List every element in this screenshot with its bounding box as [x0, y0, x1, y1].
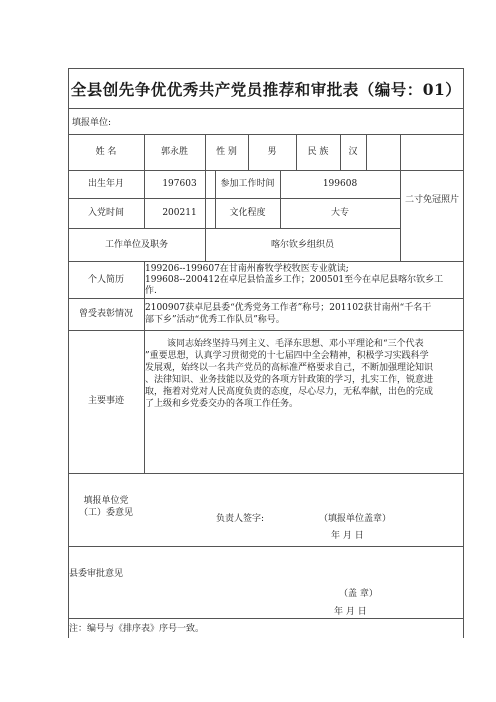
rule	[366, 134, 367, 170]
rule	[68, 298, 464, 299]
work-start-label: 参加工作时间	[220, 179, 275, 189]
rule	[68, 68, 464, 69]
gender-value: 男	[267, 147, 277, 157]
honors-line: 部下乡”活动“优秀工作队员”称号。	[145, 315, 285, 325]
birth-value: 197603	[162, 179, 197, 189]
photo-placeholder: 二寸免冠照片	[404, 195, 459, 205]
name-value: 郭永胜	[160, 147, 188, 157]
resume-label: 个人简历	[87, 275, 124, 285]
ethnicity-label: 民 族	[307, 147, 329, 157]
deeds-line: 了上级和乡党委交办的各项工作任务。	[145, 399, 299, 409]
deeds-line: 取，拖着对党对人民高度负责的态度，尽心尽力，无私奉献，出色的完成	[145, 387, 434, 397]
county-seal-label: （盖 章）	[339, 589, 378, 599]
rule	[68, 473, 464, 474]
education-value: 大专	[330, 208, 349, 218]
deeds-line: ”重要思想，认真学习贯彻党的十七届四中全会精神，积极学习实践科学	[145, 351, 429, 361]
form-title: 全县创先争优优秀共产党员推荐和审批表（编号：01）	[70, 80, 462, 99]
deeds-line: 、法律知识、业务技能以及党的各项方针政策的学习，扎实工作，锐意进	[145, 375, 434, 385]
unit-seal-label: （填报单位盖章）	[319, 514, 392, 524]
committee-label: 填报单位党	[83, 496, 129, 506]
signer-label: 负责人签字:	[216, 514, 265, 524]
deeds-label: 主要事迹	[87, 396, 124, 406]
county-approval-label: 县委审批意见	[69, 569, 124, 579]
committee-date: 年 月 日	[331, 531, 364, 541]
resume-line: 作.	[145, 286, 157, 296]
footnote: 注：编号与《排序表》序号一致。	[69, 624, 205, 634]
rule	[68, 546, 464, 547]
unit-label: 填报单位:	[72, 118, 112, 128]
party-join-value: 200211	[162, 208, 197, 218]
committee-label: （工）委意见	[78, 508, 133, 518]
resume-line: 199206--199607在甘南州畜牧学校牧医专业就读;	[145, 264, 349, 274]
birth-label: 出生年月	[87, 179, 124, 189]
ethnicity-value: 汉	[348, 147, 358, 157]
county-date: 年 月 日	[334, 607, 367, 617]
deeds-line: 该同志始终坚持马列主义、毛泽东思想、邓小平理论和“三个代表	[167, 339, 424, 349]
rule	[68, 198, 400, 199]
unit-position-label: 工作单位及职务	[104, 240, 168, 250]
party-join-label: 入党时间	[87, 208, 124, 218]
deeds-line: 发展观，始终以一名共产党员的高标准严格要求自己，不断加强理论知识	[145, 363, 434, 373]
rule	[68, 134, 464, 135]
name-label: 姓 名	[95, 147, 117, 157]
honors-label: 曾受表彰情况	[78, 309, 133, 319]
rule	[68, 618, 464, 619]
rule	[68, 228, 400, 229]
resume-line: 199608--200412在卓尼县恰盖乡工作；200501至今在卓尼县喀尔钦乡工	[145, 275, 444, 285]
rule	[68, 108, 464, 109]
honors-line: 2100907获卓尼县委“优秀党务工作者”称号；201102获甘南州“千名干	[145, 303, 432, 313]
gender-label: 性 别	[216, 147, 237, 157]
rule	[68, 261, 464, 262]
rule	[68, 330, 464, 331]
work-start-value: 199608	[322, 179, 358, 189]
unit-position-value: 喀尔钦乡组织员	[270, 240, 334, 250]
education-label: 文化程度	[229, 208, 266, 218]
rule	[463, 68, 464, 638]
rule	[68, 170, 464, 171]
approval-form	[68, 68, 464, 638]
